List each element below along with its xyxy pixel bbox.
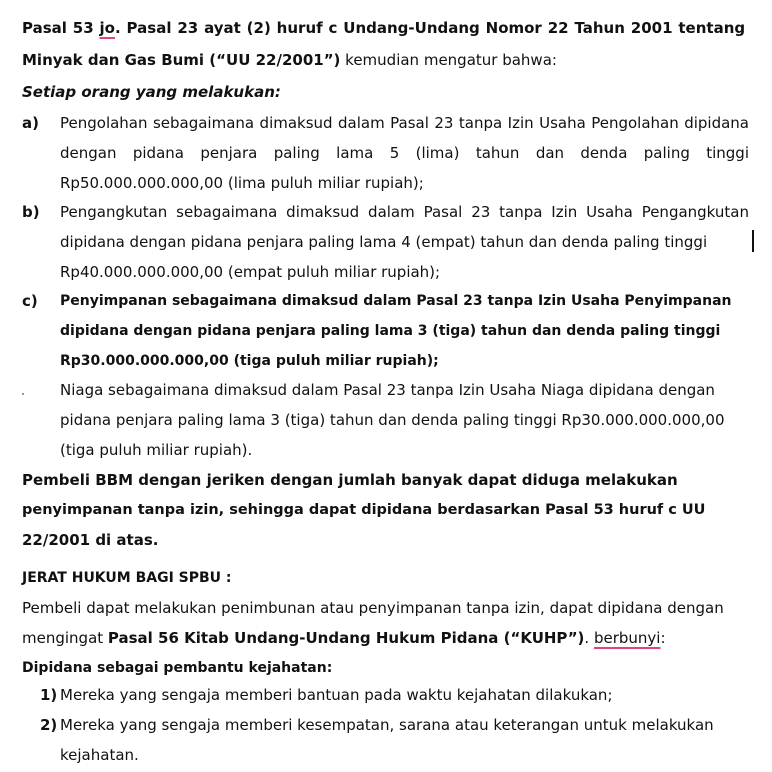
intro-subheading: Setiap orang yang melakukan: [22,83,281,101]
spbu-subheading: Dipidana sebagai pembantu kejahatan: [22,660,333,676]
item-a-marker: a) [22,114,39,132]
spbu-mengingat: mengingat [22,629,108,647]
item-b-line-1: Pengangkutan sebagaimana dimaksud dalam Pasal 23 tanpa Izin Usaha Pengangkutan [60,203,749,221]
item-d-line-1: Niaga sebagaimana dimaksud dalam Pasal 23 tanpa Izin Usaha Niaga dipidana dengan [60,381,715,399]
item-a-line-2: dengan pidana penjara paling lama 5 (lima) tahun dan denda paling tinggi [60,144,749,162]
text-cursor [752,230,754,252]
spbu-berbunyi-word: berbunyi [593,629,661,647]
item-d-line-2: pidana penjara paling lama 3 (tiga) tahun dan denda paling tinggi Rp30.000.000.000,00 [60,411,725,429]
item-b-line-2: dipidana dengan pidana penjara paling lama 4 (empat) tahun dan denda paling tinggi [60,233,708,251]
item-c-line-3: Rp30.000.000.000,00 (tiga puluh miliar rupiah); [60,353,439,369]
item-a-line-3: Rp50.000.000.000,00 (lima puluh miliar rupiah); [60,174,424,192]
item-b-marker: b) [22,203,40,221]
conclusion-line-2: penyimpanan tanpa izin, sehingga dapat dipidana berdasarkan Pasal 53 huruf c UU [22,502,706,518]
intro-line-1-rest: . Pasal 23 ayat (2) huruf c Undang-Undang Nomor 22 Tahun 2001 tentang [114,19,746,37]
spbu-heading: JERAT HUKUM BAGI SPBU : [22,570,232,586]
intro-jo-word: jo [99,19,115,37]
conclusion-line-1: Pembeli BBM dengan jeriken dengan jumlah banyak dapat diduga melakukan [22,471,678,489]
item-d-line-3: (tiga puluh miliar rupiah). [60,441,253,459]
spbu-kuhp-reference: Pasal 56 Kitab Undang-Undang Hukum Pidana (“KUHP”) [107,629,585,647]
item-c-line-2: dipidana dengan pidana penjara paling lama 3 (tiga) tahun dan denda paling tinggi [60,323,721,339]
spbu-line-2 [22,628,666,648]
item-c-marker: c) [22,292,38,310]
intro-line-2-rest: kemudian mengatur bahwa: [340,51,557,69]
spbu-item-2-line-2: kejahatan. [60,746,139,764]
intro-line-2 [22,50,557,70]
spbu-item-2-marker: 2) [40,716,58,734]
item-b-line-3: Rp40.000.000.000,00 (empat puluh miliar rupiah); [60,263,441,281]
intro-line-1 [22,18,745,38]
item-a-line-1: Pengolahan sebagaimana dimaksud dalam Pasal 23 tanpa Izin Usaha Pengolahan dipidana [60,114,749,132]
intro-line-1-text [22,19,745,37]
spbu-period: . [584,629,594,647]
stray-mark [22,393,24,395]
spbu-line-1: Pembeli dapat melakukan penimbunan atau penyimpanan tanpa izin, dapat dipidana dengan [22,599,724,617]
spbu-item-1-marker: 1) [40,686,58,704]
item-c-line-1: Penyimpanan sebagaimana dimaksud dalam Pasal 23 tanpa Izin Usaha Penyimpanan [60,293,732,309]
spbu-colon: : [660,629,666,647]
intro-pasal-53: Pasal 53 [22,19,100,37]
spbu-item-2-line-1: Mereka yang sengaja memberi kesempatan, sarana atau keterangan untuk melakukan [60,716,714,734]
conclusion-line-3: 22/2001 di atas. [22,531,159,549]
spbu-item-1-line-1: Mereka yang sengaja memberi bantuan pada waktu kejahatan dilakukan; [60,686,613,704]
intro-law-name: Minyak dan Gas Bumi (“UU 22/2001”) [22,51,341,69]
